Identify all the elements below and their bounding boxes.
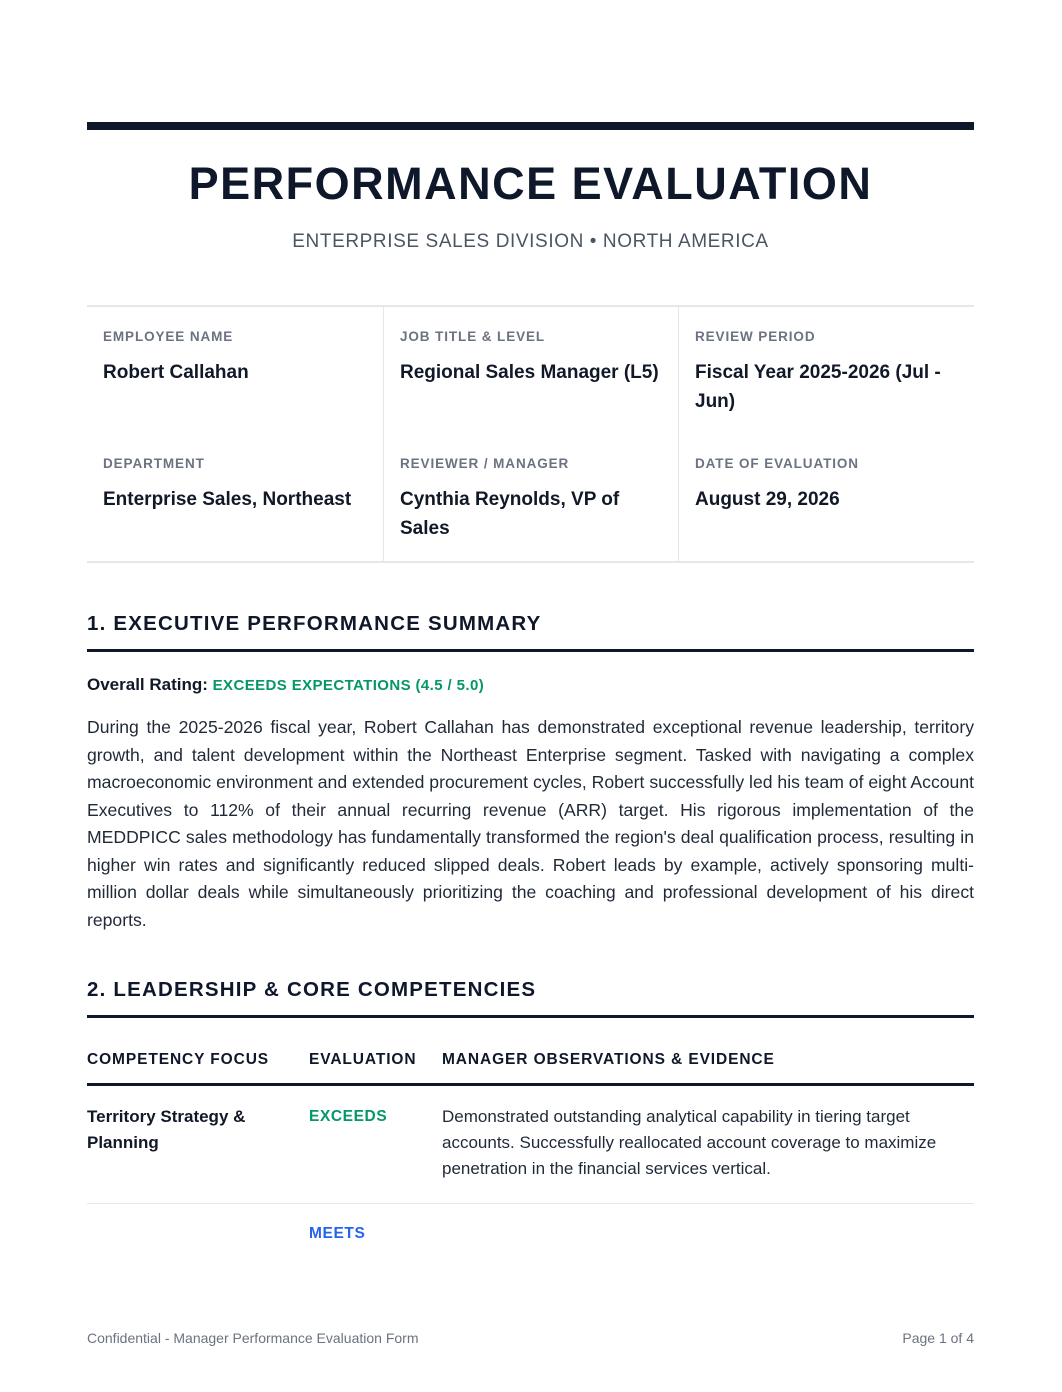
field-label: REVIEWER / MANAGER: [400, 456, 570, 471]
field-value: Cynthia Reynolds, VP of Sales: [400, 489, 620, 539]
observation-cell: Demonstrated outstanding analytical capability in tiering target accounts. Successfully reallocated account coverage to maximize penetration in the financial services vertical.: [442, 1107, 937, 1178]
section-heading-competencies: [87, 978, 974, 1018]
field-value: August 29, 2026: [695, 489, 840, 510]
info-column-3: [678, 307, 974, 561]
table-row: [87, 1086, 974, 1204]
column-header-evaluation: EVALUATION: [309, 1051, 417, 1068]
field-label: EMPLOYEE NAME: [103, 329, 234, 344]
job-title-field: [400, 329, 670, 387]
evaluation-date-field: [695, 456, 965, 514]
evaluation-cell: EXCEEDS: [309, 1108, 388, 1125]
review-period-field: [695, 329, 965, 416]
field-value: Robert Callahan: [103, 362, 249, 383]
header-rule: [87, 122, 974, 130]
field-value: Fiscal Year 2025-2026 (Jul - Jun): [695, 362, 941, 412]
section-title: 1. EXECUTIVE PERFORMANCE SUMMARY: [87, 612, 542, 635]
employee-name-field: [103, 329, 373, 387]
field-label: DATE OF EVALUATION: [695, 456, 859, 471]
column-header-observations: MANAGER OBSERVATIONS & EVIDENCE: [442, 1051, 775, 1068]
footer-confidential: Confidential - Manager Performance Evaluation Form: [87, 1330, 419, 1346]
evaluation-cell: MEETS: [309, 1225, 366, 1242]
field-label: JOB TITLE & LEVEL: [400, 329, 546, 344]
document-subtitle: ENTERPRISE SALES DIVISION • NORTH AMERICA: [292, 231, 769, 252]
section-title: 2. LEADERSHIP & CORE COMPETENCIES: [87, 978, 537, 1001]
rating-value: EXCEEDS EXPECTATIONS (4.5 / 5.0): [212, 677, 485, 694]
rating-label: Overall Rating:: [87, 675, 208, 694]
competency-cell: Territory Strategy & Planning: [87, 1107, 246, 1152]
field-value: Regional Sales Manager (L5): [400, 362, 659, 383]
info-column-1: [87, 307, 383, 561]
employee-info-grid: [87, 305, 974, 563]
reviewer-field: [400, 456, 670, 543]
document-page: [87, 0, 974, 1392]
section-heading-summary: [87, 612, 974, 652]
department-field: [103, 456, 373, 514]
document-title: PERFORMANCE EVALUATION: [188, 158, 873, 209]
info-column-2: [383, 307, 679, 561]
summary-paragraph: During the 2025-2026 fiscal year, Robert Callahan has demonstrated exceptional revenue leadership, territory growth, and talent development within the Northeast Enterprise segment. Tasked with navigating a complex macroeconomic environment and extended procurement cycles, Robert successfully led his team of eight Account Executives to 112% of their annual recurring revenue (ARR) target. His rigorous implementation of the MEDDPICC sales methodology has fundamentally transformed the region's deal qualification process, resulting in higher win rates and significantly reduced slipped deals. Robert leads by example, actively sponsoring multi-million dollar deals while simultaneously prioritizing the coaching and professional development of his direct reports.: [87, 717, 974, 930]
table-row: [87, 1204, 974, 1264]
page-number: Page 1 of 4: [902, 1330, 974, 1346]
field-value: Enterprise Sales, Northeast: [103, 489, 352, 510]
field-label: DEPARTMENT: [103, 456, 205, 471]
field-label: REVIEW PERIOD: [695, 329, 816, 344]
overall-rating: [87, 674, 484, 697]
column-header-competency: COMPETENCY FOCUS: [87, 1051, 270, 1068]
competency-table-header: [87, 1046, 974, 1086]
